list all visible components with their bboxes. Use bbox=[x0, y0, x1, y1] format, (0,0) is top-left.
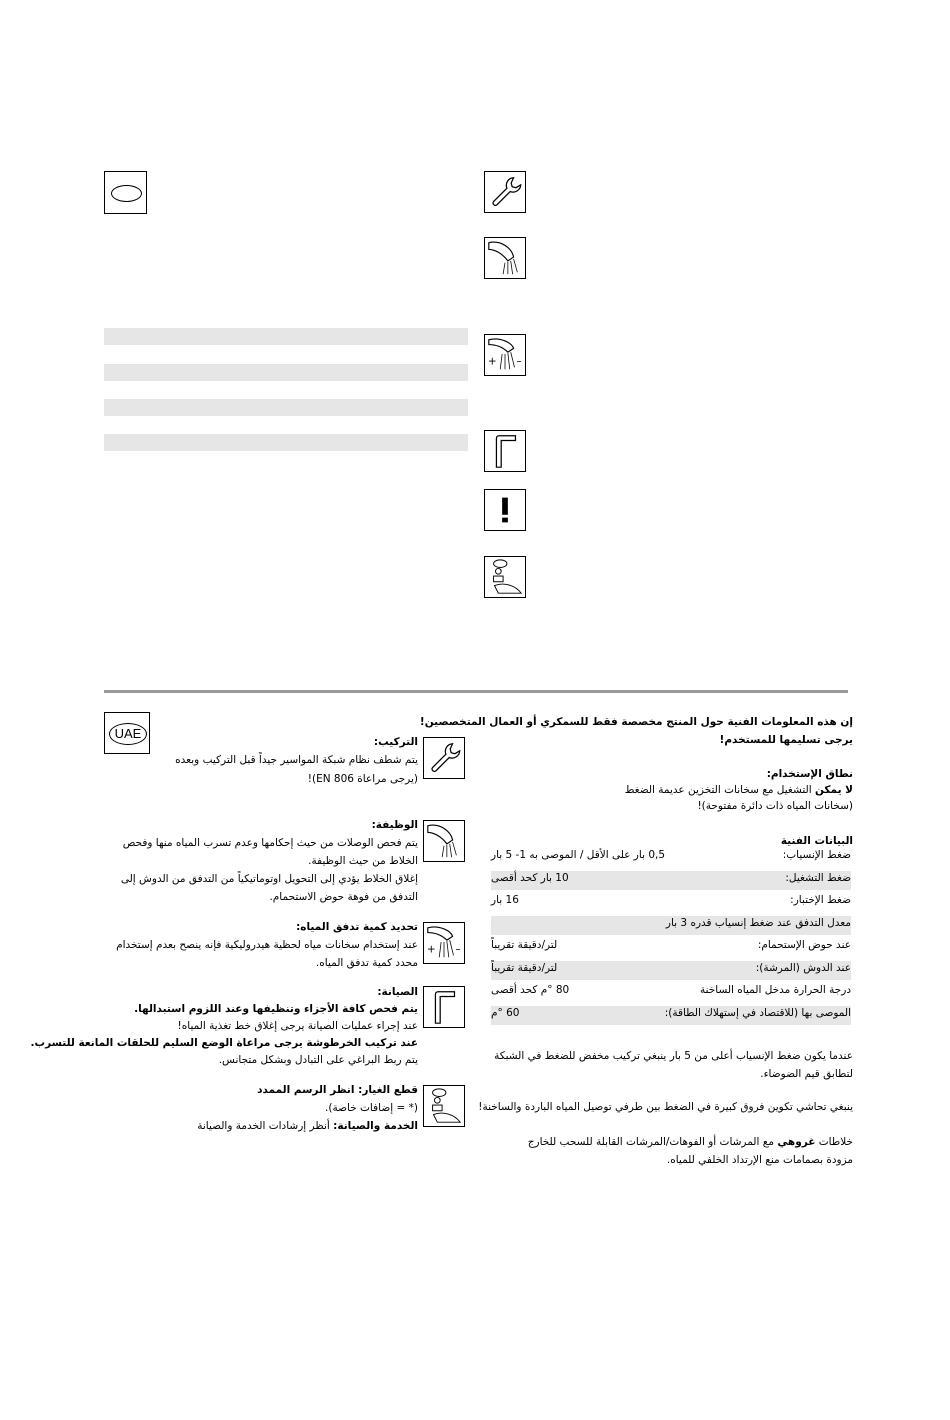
installation-heading: التركيب: bbox=[373, 736, 418, 748]
function-line1: يتم فحص الوصلات من حيث إحكامها وعدم تسرب المياه منها وفحص bbox=[122, 837, 418, 849]
spec-value: 80 °م كحد أقصى bbox=[491, 984, 570, 996]
spare-parts-line2 bbox=[197, 1117, 418, 1136]
function-line4: التدفق من فوهة حوض الاستحمام. bbox=[269, 891, 418, 903]
spec-row bbox=[491, 961, 851, 980]
note-pressure-line1: عندما يكون ضغط الإنسياب أعلى من 5 بار ينبغي تركيب مخفض للضغط في الشبكة bbox=[494, 1050, 853, 1062]
function-heading: الوظيفة: bbox=[371, 819, 418, 831]
spec-row bbox=[491, 983, 851, 1002]
country-oval-box bbox=[104, 171, 147, 214]
spec-value: 10 بار كحد أقصى bbox=[491, 871, 569, 884]
grohe-brand: غروهي bbox=[777, 1136, 816, 1148]
maintenance-line2: عند إجراء عمليات الصيانة يرجى إغلاق خط تغذية المياه! bbox=[177, 1020, 418, 1032]
function-line2: الخلاط من حيث الوظيفة. bbox=[308, 855, 418, 867]
grohe-b: مع المرشات أو الفوهات/المرشات القابلة للسحب للخارج bbox=[527, 1136, 778, 1148]
svg-text:+: + bbox=[426, 943, 436, 956]
specs-heading: البيانات الفنية bbox=[780, 835, 853, 847]
spec-label: ضغط التشغيل: bbox=[785, 871, 851, 884]
installation-line1: يتم شطف نظام شبكة المواسير جيداً قبل التركيب وبعده bbox=[175, 754, 418, 766]
wrench-icon bbox=[484, 171, 526, 213]
spec-row bbox=[491, 893, 851, 912]
grohe-a: خلاطات bbox=[815, 1136, 853, 1148]
note-grohe-line2: مزودة بصمامات منع الإرتداد الخلفي للمياه. bbox=[666, 1154, 853, 1166]
note-grohe-line1 bbox=[528, 1133, 853, 1151]
spec-value: لتر/دقيقة تقريباً bbox=[491, 961, 558, 974]
maintenance-line1: يتم فحص كافة الأجزاء وتنظيفها وعند اللزوم استبدالها. bbox=[134, 1003, 418, 1015]
service-text: أنظر إرشادات الخدمة والصيانة bbox=[197, 1120, 334, 1132]
note-pressure-line2: لتطابق قيم الضوضاء. bbox=[760, 1068, 853, 1080]
spare-parts-icon bbox=[484, 556, 526, 598]
uae-label: UAE bbox=[109, 723, 147, 745]
hex-key-icon bbox=[423, 986, 465, 1028]
maintenance-line4: يتم ربط البراغي على التبادل وبشكل متجانس. bbox=[218, 1054, 418, 1066]
grey-bar-4 bbox=[104, 434, 468, 451]
installation-line2: (يرجى مراعاة EN 806)! bbox=[307, 773, 418, 785]
spec-label: الموصى بها (للاقتصاد في إستهلاك الطاقة): bbox=[664, 1006, 851, 1019]
function-line3: إغلاق الخلاط يؤدي إلى التحويل اوتوماتيكياً من التدفق من الدوش إلى bbox=[120, 873, 418, 885]
service-label: الخدمة والصيانة: bbox=[333, 1120, 418, 1132]
spec-label: ضغط الإختبار: bbox=[790, 894, 851, 906]
oval-mark bbox=[111, 185, 142, 202]
spec-value: 0,5 بار على الأقل / الموصى به 1- 5 بار bbox=[491, 849, 666, 861]
spec-label: عند الدوش (المرشة): bbox=[755, 961, 851, 974]
spec-row bbox=[491, 916, 851, 935]
hex-key-icon bbox=[484, 430, 526, 472]
spec-row bbox=[491, 848, 851, 867]
spec-row bbox=[491, 871, 851, 890]
flow-adjust-icon bbox=[423, 922, 465, 964]
usage-line2: (سخانات المياه ذات دائرة مفتوحة)! bbox=[697, 800, 853, 812]
spec-label: درجة الحرارة مدخل المياه الساخنة bbox=[700, 984, 851, 996]
usage-line1-rest: التشغيل مع سخانات التخزين عديمة الضغط bbox=[624, 784, 815, 796]
maintenance-heading: الصيانة: bbox=[377, 986, 418, 998]
grey-bar-1 bbox=[104, 328, 468, 345]
usage-heading: نطاق الإستخدام: bbox=[766, 768, 853, 780]
spec-row bbox=[491, 1006, 851, 1025]
svg-text:+: + bbox=[487, 355, 497, 368]
info-heading-line2: يرجى تسليمها للمستخدم! bbox=[719, 734, 853, 746]
svg-text:–: – bbox=[455, 943, 461, 956]
spare-parts-icon bbox=[423, 1085, 465, 1127]
svg-text:–: – bbox=[516, 355, 522, 368]
flow-limit-heading: تحديد كمية تدفق المياه: bbox=[296, 921, 418, 933]
maintenance-line3: عند تركيب الخرطوشة يرجى مراعاة الوضع السليم للحلقات المانعة للتسرب. bbox=[30, 1037, 418, 1049]
spec-label: عند حوض الإستحمام: bbox=[757, 939, 851, 951]
spare-parts-heading: قطع الغيار: انظر الرسم الممدد bbox=[257, 1084, 418, 1096]
spec-value: لتر/دقيقة تقريباً bbox=[491, 939, 558, 951]
info-heading-line1: إن هذه المعلومات الفنية حول المنتج مخصصة فقط للسمكري أو العمال المتخصصين! bbox=[419, 716, 853, 728]
spec-label: معدل التدفق عند ضغط إنسياب قدره 3 بار bbox=[665, 916, 851, 929]
wrench-icon bbox=[423, 737, 465, 779]
spec-row bbox=[491, 938, 851, 957]
grey-bar-2 bbox=[104, 364, 468, 381]
spec-label: ضغط الإنسياب: bbox=[782, 849, 851, 861]
spare-parts-line1: (* = إضافات خاصة). bbox=[325, 1102, 418, 1114]
spec-value: 16 بار bbox=[491, 894, 519, 906]
flow-limit-line2: محدد كمية تدفق المياه. bbox=[315, 957, 418, 969]
flow-adjust-icon bbox=[484, 334, 526, 376]
flow-limit-line1: عند إستخدام سخانات مياه لحظية هيدروليكية فإنه ينصح بعدم إستخدام bbox=[116, 939, 418, 951]
shower-spray-icon bbox=[484, 237, 526, 279]
uae-badge bbox=[104, 712, 150, 754]
spec-value: 60 °م bbox=[491, 1006, 520, 1019]
section-divider bbox=[104, 690, 848, 693]
usage-not-possible: لا يمكن bbox=[814, 784, 853, 796]
note-pressure-diff: ينبغي تحاشي تكوين فروق كبيرة في الضغط بين طرفي توصيل المياه الباردة والساخنة! bbox=[478, 1101, 853, 1113]
warning-icon bbox=[484, 489, 526, 531]
shower-spray-icon bbox=[423, 820, 465, 862]
grey-bar-3 bbox=[104, 399, 468, 416]
